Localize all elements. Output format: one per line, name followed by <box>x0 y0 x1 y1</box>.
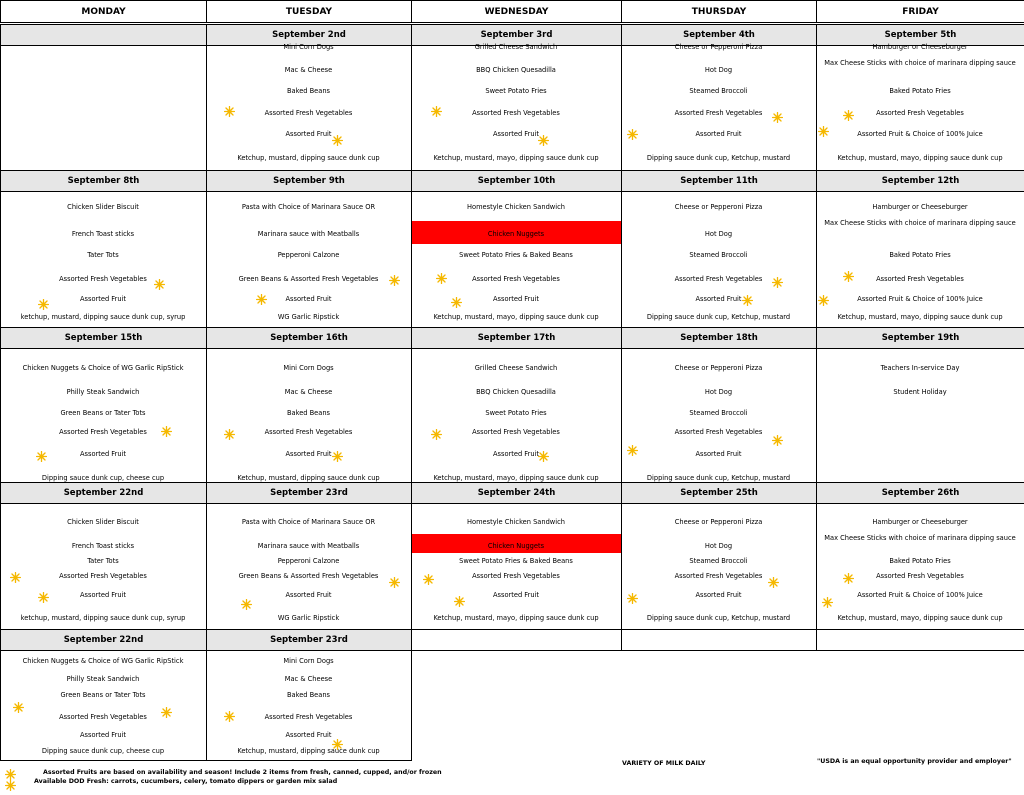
menu-item: Green Beans & Assorted Fresh Vegetables <box>238 274 379 283</box>
menu-item: Assorted Fresh Vegetables <box>59 427 147 436</box>
menu-item: Assorted Fresh Vegetables <box>674 274 763 283</box>
menu-item: Assorted Fruit <box>80 590 126 599</box>
menu-item: Sweet Potato Fries <box>485 408 547 417</box>
day-header-friday: FRIDAY <box>816 0 1024 23</box>
menu-item: Philly Steak Sandwich <box>66 674 140 683</box>
day-cell <box>0 650 207 761</box>
star-icon <box>627 589 638 600</box>
star-icon <box>772 108 783 119</box>
star-icon <box>431 102 442 113</box>
date-cell: September 23rd <box>206 629 412 651</box>
menu-item: Dipping sauce dunk cup, Ketchup, mustard <box>646 613 791 622</box>
menu-item: Max Cheese Sticks with choice of marinara dipping sauce <box>824 58 1016 67</box>
menu-item: Assorted Fruit & Choice of 100% Juice <box>857 590 983 599</box>
menu-item: Assorted Fruit <box>695 449 742 458</box>
day-header-monday: MONDAY <box>0 0 207 23</box>
date-cell: September 26th <box>816 482 1024 504</box>
menu-item: Ketchup, mustard, dipping sauce dunk cup <box>237 153 380 162</box>
star-icon <box>332 131 343 142</box>
menu-item: Assorted Fruit <box>695 129 742 138</box>
date-cell: September 5th <box>816 24 1024 46</box>
menu-item: Assorted Fresh Vegetables <box>59 712 147 721</box>
menu-item: Cheese or Pepperoni Pizza <box>674 517 763 526</box>
star-icon <box>627 441 638 452</box>
menu-item: Green Beans or Tater Tots <box>60 408 146 417</box>
day-cell <box>816 191 1024 328</box>
menu-item: Assorted Fresh Vegetables <box>472 427 560 436</box>
star-icon <box>5 765 16 776</box>
menu-item: ketchup, mustard, dipping sauce dunk cup, syrup <box>20 613 186 622</box>
date-cell <box>621 629 817 651</box>
star-icon <box>772 431 783 442</box>
menu-item: Baked Beans <box>286 408 331 417</box>
menu-item: Teachers In-service Day <box>880 363 960 372</box>
star-icon <box>389 271 400 282</box>
menu-item: Marinara sauce with Meatballs <box>257 541 360 550</box>
menu-item: Chicken Nuggets & Choice of WG Garlic RipStick <box>22 363 184 372</box>
menu-item: Assorted Fruit <box>285 294 332 303</box>
menu-item: Hamburger or Cheeseburger <box>872 517 968 526</box>
menu-item: Assorted Fruit <box>285 129 332 138</box>
menu-item: WG Garlic Ripstick <box>277 312 340 321</box>
star-icon <box>538 131 549 142</box>
menu-item: Assorted Fresh Vegetables <box>876 108 964 117</box>
date-cell <box>0 24 207 46</box>
menu-item: Baked Potato Fries <box>889 250 951 259</box>
menu-item: Dipping sauce dunk cup, cheese cup <box>41 746 165 755</box>
menu-item: Dipping sauce dunk cup, cheese cup <box>41 473 165 482</box>
menu-item: Cheese or Pepperoni Pizza <box>674 363 763 372</box>
menu-item: Ketchup, mustard, dipping sauce dunk cup <box>237 473 380 482</box>
date-cell: September 2nd <box>206 24 412 46</box>
menu-item: Hot Dog <box>704 229 733 238</box>
menu-item: Tater Tots <box>87 556 119 565</box>
day-cell <box>621 191 817 328</box>
menu-item: BBQ Chicken Quesadilla <box>476 65 556 74</box>
star-icon <box>38 588 49 599</box>
menu-item: Assorted Fruit <box>695 590 742 599</box>
star-icon <box>627 125 638 136</box>
date-cell: September 23rd <box>206 482 412 504</box>
date-cell: September 22nd <box>0 482 207 504</box>
date-cell: September 19th <box>816 327 1024 349</box>
menu-item: Assorted Fresh Vegetables <box>674 427 763 436</box>
date-cell: September 17th <box>411 327 622 349</box>
date-cell <box>816 629 1024 651</box>
menu-item: Green Beans & Assorted Fresh Vegetables <box>238 571 379 580</box>
menu-item: Assorted Fruit <box>285 730 332 739</box>
menu-item: Dipping sauce dunk cup, Ketchup, mustard <box>646 312 791 321</box>
menu-item: Assorted Fresh Vegetables <box>472 571 560 580</box>
menu-item: Assorted Fruit <box>493 129 539 138</box>
date-cell: September 15th <box>0 327 207 349</box>
milk-note: VARIETY OF MILK DAILY <box>622 760 706 767</box>
menu-item: Assorted Fresh Vegetables <box>264 712 353 721</box>
date-cell: September 18th <box>621 327 817 349</box>
star-icon <box>389 573 400 584</box>
star-icon <box>332 735 343 746</box>
menu-item: Chicken Slider Biscuit <box>67 202 139 211</box>
star-icon <box>13 698 24 709</box>
menu-item: Steamed Broccoli <box>689 250 748 259</box>
menu-item: Assorted Fruit <box>695 294 742 303</box>
menu-item: Cheese or Pepperoni Pizza <box>674 202 763 211</box>
menu-item: Cheese or Pepperoni Pizza <box>674 42 763 51</box>
day-cell <box>206 650 412 761</box>
star-icon <box>161 703 172 714</box>
menu-item: Assorted Fruit <box>493 590 539 599</box>
menu-item: Chicken Nuggets <box>487 229 545 238</box>
menu-item: Assorted Fruit & Choice of 100% Juice <box>857 294 983 303</box>
star-icon <box>224 425 235 436</box>
menu-item: Hot Dog <box>704 541 733 550</box>
menu-item: Assorted Fresh Vegetables <box>264 427 353 436</box>
menu-item: Mac & Cheese <box>284 674 333 683</box>
menu-item: Sweet Potato Fries & Baked Beans <box>459 250 573 259</box>
menu-item: BBQ Chicken Quesadilla <box>476 387 556 396</box>
star-icon <box>742 291 753 302</box>
menu-item: Assorted Fresh Vegetables <box>472 108 560 117</box>
menu-item: Mac & Cheese <box>284 387 333 396</box>
star-icon <box>538 447 549 458</box>
date-cell: September 25th <box>621 482 817 504</box>
menu-item: Ketchup, mustard, mayo, dipping sauce dunk cup <box>433 312 599 321</box>
menu-item: Assorted Fruit <box>493 449 539 458</box>
menu-item: Mini Corn Dogs <box>283 656 334 665</box>
menu-item: Max Cheese Sticks with choice of marinara dipping sauce <box>824 533 1016 542</box>
menu-item: Steamed Broccoli <box>689 408 748 417</box>
date-cell: September 16th <box>206 327 412 349</box>
day-cell <box>0 45 207 171</box>
menu-item: Assorted Fresh Vegetables <box>59 274 147 283</box>
menu-item: Dipping sauce dunk cup, Ketchup, mustard <box>646 153 791 162</box>
menu-item: French Toast sticks <box>71 229 135 238</box>
star-icon <box>224 102 235 113</box>
date-cell: September 8th <box>0 170 207 192</box>
star-icon <box>454 592 465 603</box>
menu-item: Assorted Fresh Vegetables <box>472 274 560 283</box>
menu-item: Pasta with Choice of Marinara Sauce OR <box>241 202 376 211</box>
menu-item: Mini Corn Dogs <box>283 42 334 51</box>
menu-item: Hamburger or Cheeseburger <box>872 42 968 51</box>
menu-item: Baked Potato Fries <box>889 86 951 95</box>
menu-item: Assorted Fruit <box>80 294 126 303</box>
star-icon <box>161 422 172 433</box>
day-header-thursday: THURSDAY <box>621 0 817 23</box>
menu-item: Assorted Fresh Vegetables <box>876 571 964 580</box>
menu-item: Tater Tots <box>87 250 119 259</box>
menu-item: Assorted Fruit <box>285 590 332 599</box>
star-icon <box>423 570 434 581</box>
star-icon <box>154 275 165 286</box>
menu-item: Baked Beans <box>286 86 331 95</box>
star-icon <box>436 269 447 280</box>
menu-item: Assorted Fruit <box>80 730 126 739</box>
star-icon <box>843 267 854 278</box>
star-icon <box>451 293 462 304</box>
menu-item: Green Beans or Tater Tots <box>60 690 146 699</box>
menu-item: Ketchup, mustard, mayo, dipping sauce dunk cup <box>433 613 599 622</box>
star-icon <box>818 122 829 133</box>
star-icon <box>332 447 343 458</box>
menu-item: Baked Potato Fries <box>889 556 951 565</box>
footer-note-dod-fresh: Available DOD Fresh: carrots, cucumbers, celery, tomato dippers or garden mix salad <box>34 778 338 785</box>
date-cell: September 11th <box>621 170 817 192</box>
day-cell <box>206 191 412 328</box>
menu-item: Assorted Fruit <box>493 294 539 303</box>
menu-item: Ketchup, mustard, mayo, dipping sauce dunk cup <box>433 473 599 482</box>
menu-item: Mini Corn Dogs <box>283 363 334 372</box>
date-cell: September 10th <box>411 170 622 192</box>
menu-item: Mac & Cheese <box>284 65 333 74</box>
star-icon <box>843 106 854 117</box>
menu-item: Dipping sauce dunk cup, Ketchup, mustard <box>646 473 791 482</box>
star-icon <box>843 569 854 580</box>
star-icon <box>10 568 21 579</box>
menu-item: Assorted Fresh Vegetables <box>876 274 964 283</box>
day-header-wednesday: WEDNESDAY <box>411 0 622 23</box>
date-cell: September 9th <box>206 170 412 192</box>
star-icon <box>822 593 833 604</box>
menu-item: Assorted Fruit <box>285 449 332 458</box>
date-cell: September 12th <box>816 170 1024 192</box>
menu-item: Assorted Fresh Vegetables <box>264 108 353 117</box>
menu-item: Ketchup, mustard, mayo, dipping sauce dunk cup <box>837 613 1003 622</box>
star-icon <box>5 776 16 787</box>
date-cell: September 22nd <box>0 629 207 651</box>
day-cell <box>411 191 622 328</box>
star-icon <box>241 595 252 606</box>
menu-item: Steamed Broccoli <box>689 86 748 95</box>
menu-item: Pepperoni Calzone <box>277 250 340 259</box>
menu-item: WG Garlic Ripstick <box>277 613 340 622</box>
menu-item: Chicken Nuggets & Choice of WG Garlic RipStick <box>22 656 184 665</box>
menu-item: Philly Steak Sandwich <box>66 387 140 396</box>
menu-item: Ketchup, mustard, mayo, dipping sauce dunk cup <box>837 153 1003 162</box>
menu-item: Student Holiday <box>893 387 947 396</box>
date-cell: September 4th <box>621 24 817 46</box>
star-icon <box>38 295 49 306</box>
menu-item: Baked Beans <box>286 690 331 699</box>
menu-item: Hot Dog <box>704 65 733 74</box>
star-icon <box>818 291 829 302</box>
menu-item: Assorted Fruit & Choice of 100% Juice <box>857 129 983 138</box>
menu-item: ketchup, mustard, dipping sauce dunk cup, syrup <box>20 312 186 321</box>
menu-item: Chicken Slider Biscuit <box>67 517 139 526</box>
menu-item: Assorted Fruit <box>80 449 126 458</box>
date-cell <box>411 629 622 651</box>
star-icon <box>431 425 442 436</box>
menu-item: Marinara sauce with Meatballs <box>257 229 360 238</box>
menu-item: Ketchup, mustard, dipping sauce dunk cup <box>237 746 380 755</box>
menu-item: Homestyle Chicken Sandwich <box>467 517 565 526</box>
menu-item: Hamburger or Cheeseburger <box>872 202 968 211</box>
day-cell <box>0 191 207 328</box>
menu-item: Ketchup, mustard, mayo, dipping sauce dunk cup <box>433 153 599 162</box>
menu-item: Ketchup, mustard, mayo, dipping sauce dunk cup <box>837 312 1003 321</box>
menu-item: Pasta with Choice of Marinara Sauce OR <box>241 517 376 526</box>
day-header-tuesday: TUESDAY <box>206 0 412 23</box>
menu-item: Grilled Cheese Sandwich <box>474 42 558 51</box>
star-icon <box>768 573 779 584</box>
menu-item: Max Cheese Sticks with choice of marinara dipping sauce <box>824 218 1016 227</box>
footer-note-fruits: Assorted Fruits are based on availability and season! Include 2 items from fresh, canned, cupped, and/or frozen <box>43 769 442 776</box>
menu-item: Assorted Fresh Vegetables <box>674 571 763 580</box>
menu-item: Hot Dog <box>704 387 733 396</box>
usda-statement: "USDA is an equal opportunity provider and employer" <box>817 758 1012 765</box>
menu-item: Sweet Potato Fries <box>485 86 547 95</box>
menu-item: Steamed Broccoli <box>689 556 748 565</box>
menu-item: Assorted Fresh Vegetables <box>59 571 147 580</box>
menu-item: Assorted Fresh Vegetables <box>674 108 763 117</box>
date-cell: September 24th <box>411 482 622 504</box>
menu-item: Grilled Cheese Sandwich <box>474 363 558 372</box>
menu-item: Chicken Nuggets <box>487 541 545 550</box>
star-icon <box>772 273 783 284</box>
menu-item: Pepperoni Calzone <box>277 556 340 565</box>
menu-item: Sweet Potato Fries & Baked Beans <box>459 556 573 565</box>
star-icon <box>36 447 47 458</box>
menu-item: Homestyle Chicken Sandwich <box>467 202 565 211</box>
star-icon <box>256 290 267 301</box>
menu-item: French Toast sticks <box>71 541 135 550</box>
star-icon <box>224 707 235 718</box>
date-cell: September 3rd <box>411 24 622 46</box>
